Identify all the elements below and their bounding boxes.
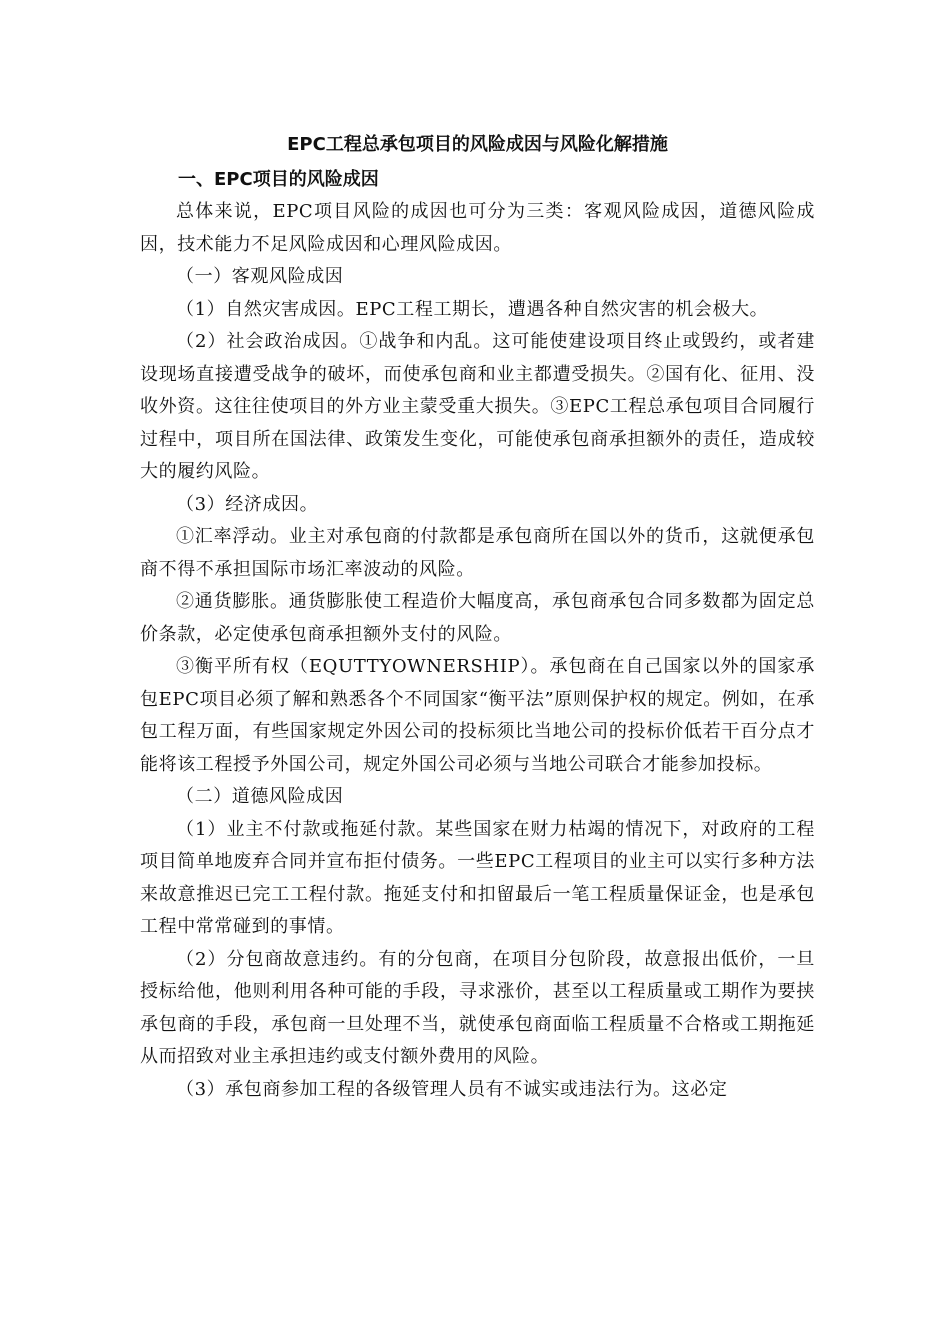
paragraph: （1）自然灾害成因。EPC工程工期长，遭遇各种自然灾害的机会极大。 <box>176 298 769 320</box>
paragraph: ①汇率浮动。业主对承包商的付款都是承包商所在国以外的货币，这就便承包商不得不承担国际市场汇率波动的风险。 <box>140 526 815 580</box>
document-title: EPC工程总承包项目的风险成因与风险化解措施 <box>287 134 668 155</box>
paragraph: （2）社会政治成因。①战争和内乱。这可能使建设项目终止或毁约，或者建设现场直接遭受战争的破坏，而使承包商和业主都遭受损失。②国有化、征用、没收外资。这往往使项目的外方业主蒙受重大损失。③EPC工程总承包项目合同履行过程中，项目所在国法律、政策发生变化，可能使承包商承担额外的责任，造成较大的履约风险。 <box>140 331 815 482</box>
paragraph: ②通货膨胀。通货膨胀使工程造价大幅度高，承包商承包合同多数都为固定总价条款，必定使承包商承担额外支付的风险。 <box>140 591 815 645</box>
paragraph: （一）客观风险成因 <box>176 266 344 287</box>
paragraph: ③衡平所有权（EQUTTYOWNERSHIP）。承包商在自己国家以外的国家承包EPC项目必须了解和熟悉各个不同国家“衡平法”原则保护权的规定。例如，在承包工程万面，有些国家规定外因公司的投标须比当地公司的投标价低若干百分点才能将该工程授予外国公司，规定外国公司必须与当地公司联合才能参加投标。 <box>140 656 815 775</box>
paragraph: （3）承包商参加工程的各级管理人员有不诚实或违法行为。这必定 <box>176 1078 728 1100</box>
paragraph: （2）分包商故意违约。有的分包商，在项目分包阶段，故意报出低价，一旦授标给他，他则利用各种可能的手段，寻求涨价，甚至以工程质量或工期作为要挟承包商的手段，承包商一旦处理不当，就使承包商面临工程质量不合格或工期拖延从而招致对业主承担违约或支付额外费用的风险。 <box>140 948 815 1067</box>
paragraph: 总体来说，EPC项目风险的成因也可分为三类：客观风险成因，道德风险成因，技术能力不足风险成因和心理风险成因。 <box>140 201 815 255</box>
paragraph: （1）业主不付款或拖延付款。某些国家在财力枯竭的情况下，对政府的工程项目简单地废弃合同并宣布拒付债务。一些EPC工程项目的业主可以实行多种方法来故意推迟已完工工程付款。拖延支付和扣留最后一笔工程质量保证金，也是承包工程中常常碰到的事情。 <box>140 818 815 937</box>
section-heading: 一、EPC项目的风险成因 <box>178 169 379 190</box>
paragraph: （3）经济成因。 <box>176 493 319 515</box>
paragraph: （二）道德风险成因 <box>176 786 344 807</box>
document-body <box>140 196 815 1106</box>
